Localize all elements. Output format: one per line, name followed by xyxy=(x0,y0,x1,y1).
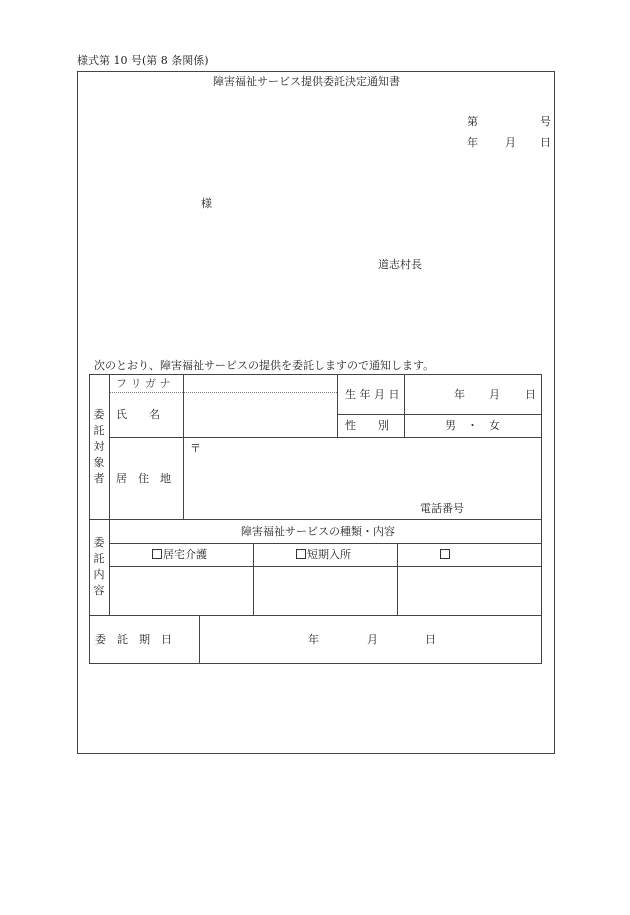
furigana-field[interactable] xyxy=(186,376,336,391)
phone-label: 電話番号 xyxy=(420,502,464,515)
form-number: 様式第 10 号(第 8 条関係) xyxy=(77,54,209,67)
name-label: 氏 名 xyxy=(116,408,160,421)
issuer-name: 道志村長 xyxy=(378,258,422,271)
intro-text: 次のとおり、障害福祉サービスの提供を委託しますので通知します。 xyxy=(94,359,435,372)
checkbox-icon[interactable] xyxy=(296,549,306,559)
issue-dai: 第 xyxy=(467,115,478,128)
birth-label: 生 年 月 日 xyxy=(345,388,400,401)
period-month: 月 xyxy=(367,633,378,646)
addressee-sama: 様 xyxy=(201,197,212,210)
sex-value[interactable]: 男 ・ 女 xyxy=(445,419,500,432)
content-section-label: 委 託 内 容 xyxy=(93,536,105,597)
issue-year: 年 xyxy=(467,136,478,149)
postal-mark: 〒 xyxy=(190,442,201,455)
option-tanki[interactable]: 短期入所 xyxy=(296,549,351,561)
address-label: 居 住 地 xyxy=(116,472,171,485)
name-field[interactable] xyxy=(186,394,336,436)
issue-day: 日 xyxy=(540,136,551,149)
content-detail-1[interactable] xyxy=(111,568,252,614)
birth-month: 月 xyxy=(489,388,500,401)
checkbox-icon[interactable] xyxy=(440,549,450,559)
sex-label: 性 別 xyxy=(345,419,389,432)
address-field[interactable] xyxy=(186,440,540,500)
document-title: 障害福祉サービス提供委託決定通知書 xyxy=(213,75,400,88)
issue-month: 月 xyxy=(505,136,516,149)
option-other[interactable] xyxy=(440,549,451,561)
period-day: 日 xyxy=(425,633,436,646)
birth-day: 日 xyxy=(525,388,536,401)
content-header: 障害福祉サービスの種類・内容 xyxy=(241,525,395,538)
content-detail-3[interactable] xyxy=(399,568,540,614)
option-kyotaku[interactable]: 居宅介護 xyxy=(152,549,207,561)
content-detail-2[interactable] xyxy=(255,568,396,614)
period-year: 年 xyxy=(308,633,319,646)
birth-year: 年 xyxy=(454,388,465,401)
period-label: 委 託 期 日 xyxy=(95,633,172,646)
checkbox-icon[interactable] xyxy=(152,549,162,559)
furigana-label: フ リ ガ ナ xyxy=(116,377,171,390)
issue-go: 号 xyxy=(540,115,551,128)
subject-section-label: 委 託 対 象 者 xyxy=(93,408,105,485)
